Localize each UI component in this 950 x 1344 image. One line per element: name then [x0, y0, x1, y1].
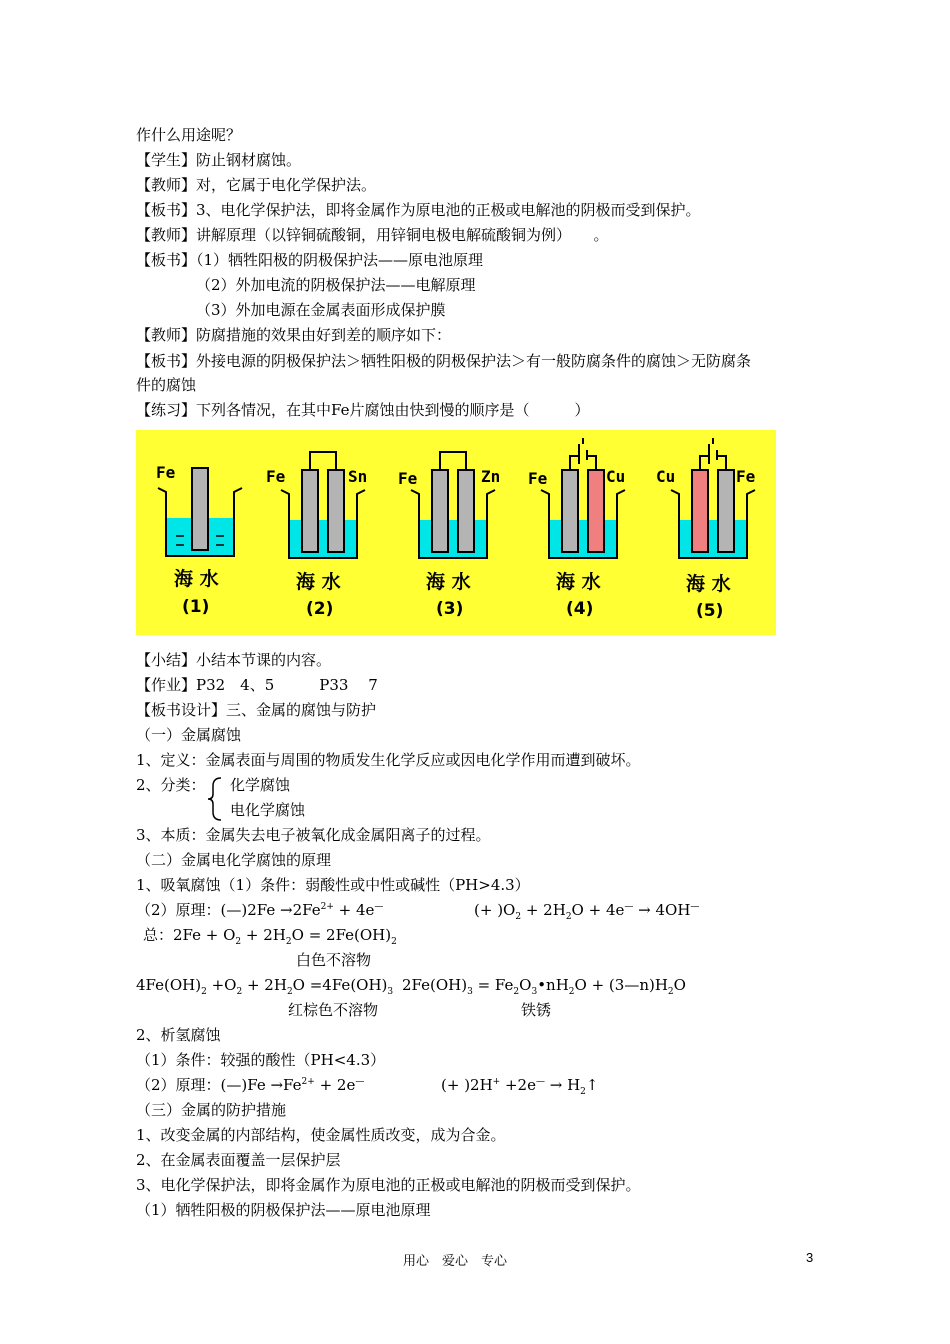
label-zn: Zn [481, 467, 501, 486]
text-line: 1、吸氧腐蚀（1）条件：弱酸性或中性或碱性（PH>4.3） [136, 876, 530, 894]
equation-oxidation: $4Fe(OH)_2 +O_2 + 2H_2O =4Fe(OH)_3$ [136, 976, 394, 997]
text-line: 【作业】P32 4、5 P33 7 [136, 676, 378, 694]
sea-label-1: 海 水 [174, 568, 219, 590]
text-line: 【板书设计】三、金属的腐蚀与防护 [136, 701, 377, 719]
text-line: 【教师】讲解原理（以锌铜硫酸铜，用锌铜电极电解硫酸铜为例） 。 [136, 226, 609, 244]
text-line: 电化学腐蚀 [230, 801, 306, 819]
beakers-diagram [136, 430, 776, 635]
equation-cathode: (+ )$O_2 + 2H_2O + 4e^— \to 4OH^—$ [474, 901, 700, 922]
exercise-question: 【练习】下列各情况，在其中Fe片腐蚀由快到慢的顺序是（ ） [136, 401, 590, 419]
text-line: （三）金属的防护措施 [136, 1101, 287, 1119]
text-line: （3）外加电源在金属表面形成保护膜 [196, 301, 446, 319]
case-number-2: (2) [306, 599, 334, 619]
text-line: 3、本质：金属失去电子被氧化成金属阳离子的过程。 [136, 826, 491, 844]
label-fe-3: Fe [398, 469, 418, 488]
text-line: （二）金属电化学腐蚀的原理 [136, 851, 332, 869]
label-fe-4: Fe [528, 469, 548, 488]
text-line: （1）牺牲阳极的阴极保护法——原电池原理 [136, 1201, 431, 1219]
text-line: 红棕色不溶物 [288, 1001, 379, 1019]
text-line: 【板书】（1）牺牲阳极的阴极保护法——原电池原理 [136, 251, 484, 269]
text-line: 2、析氢腐蚀 [136, 1026, 221, 1044]
text-line: 1、改变金属的内部结构，使金属性质改变，成为合金。 [136, 1126, 506, 1144]
equation-total: 总：$2Fe + O_2 + 2H_2O = 2Fe(OH)_2$ [143, 926, 397, 947]
text-line: （1）条件：较强的酸性（PH<4.3） [136, 1051, 386, 1069]
equation-rust: $2Fe(OH)_3$ = $Fe_2O_3•nH_2O$ + $(3—n)H_2O$ [402, 976, 686, 997]
label-fe-1: Fe [156, 463, 176, 482]
equation-hydrogen-anode: （2）原理：(—)Fe $\to Fe^{2+} + 2e^—$ [136, 1076, 365, 1094]
text-line: 化学腐蚀 [230, 776, 291, 794]
text-line: 件的腐蚀 [136, 376, 197, 394]
corrosion-figure [136, 430, 776, 635]
sea-label-4: 海 水 [556, 571, 601, 593]
text-line: 2、在金属表面覆盖一层保护层 [136, 1151, 341, 1169]
text-line: 3、电化学保护法，即将金属作为原电池的正极或电解池的阴极而受到保护。 [136, 1176, 641, 1194]
case-number-1: (1) [182, 597, 210, 617]
case-number-5: (5) [696, 601, 724, 621]
text-line: 铁锈 [521, 1001, 552, 1019]
sea-label-2: 海 水 [296, 571, 341, 593]
case-number-3: (3) [436, 599, 464, 619]
brace [205, 776, 225, 822]
text-line: 【教师】防腐措施的效果由好到差的顺序如下： [136, 326, 452, 344]
label-sn: Sn [348, 467, 368, 486]
sea-label-5: 海 水 [686, 573, 731, 595]
text-line: 【学生】防止钢材腐蚀。 [136, 151, 302, 169]
label-fe-5: Fe [736, 467, 756, 486]
text-line: 【板书】3、电化学保护法，即将金属作为原电池的正极或电解池的阴极而受到保护。 [136, 201, 701, 219]
sea-label-3: 海 水 [426, 571, 471, 593]
text-line: 【小结】小结本节课的内容。 [136, 651, 332, 669]
text-line: （一）金属腐蚀 [136, 726, 242, 744]
equation-anode: （2）原理：(—)2Fe $\to 2Fe^{2+} + 4e^—$ [136, 901, 384, 919]
text-line: （2）外加电流的阴极保护法——电解原理 [196, 276, 476, 294]
label-fe-2: Fe [266, 467, 286, 486]
text-line: 白色不溶物 [296, 951, 372, 969]
equation-hydrogen-cathode: (+ )$2H^+ +2e^— \to H_2↑$ [441, 1076, 599, 1097]
text-line: 作什么用途呢？ [136, 126, 242, 144]
label-cu-4: Cu [606, 467, 626, 486]
footer-motto: 用心 爱心 专心 [403, 1254, 508, 1269]
text-line: 1、定义：金属表面与周围的物质发生化学反应或因电化学作用而遭到破坏。 [136, 751, 641, 769]
text-line: 【板书】外接电源的阴极保护法＞牺牲阳极的阴极保护法＞有一般防腐条件的腐蚀＞无防腐条 [136, 352, 752, 370]
text-line: 【教师】对，它属于电化学保护法。 [136, 176, 377, 194]
case-number-4: (4) [566, 599, 594, 619]
text-line: 2、分类： [136, 776, 206, 794]
label-cu-5: Cu [656, 467, 676, 486]
page-number: 3 [806, 1250, 814, 1265]
